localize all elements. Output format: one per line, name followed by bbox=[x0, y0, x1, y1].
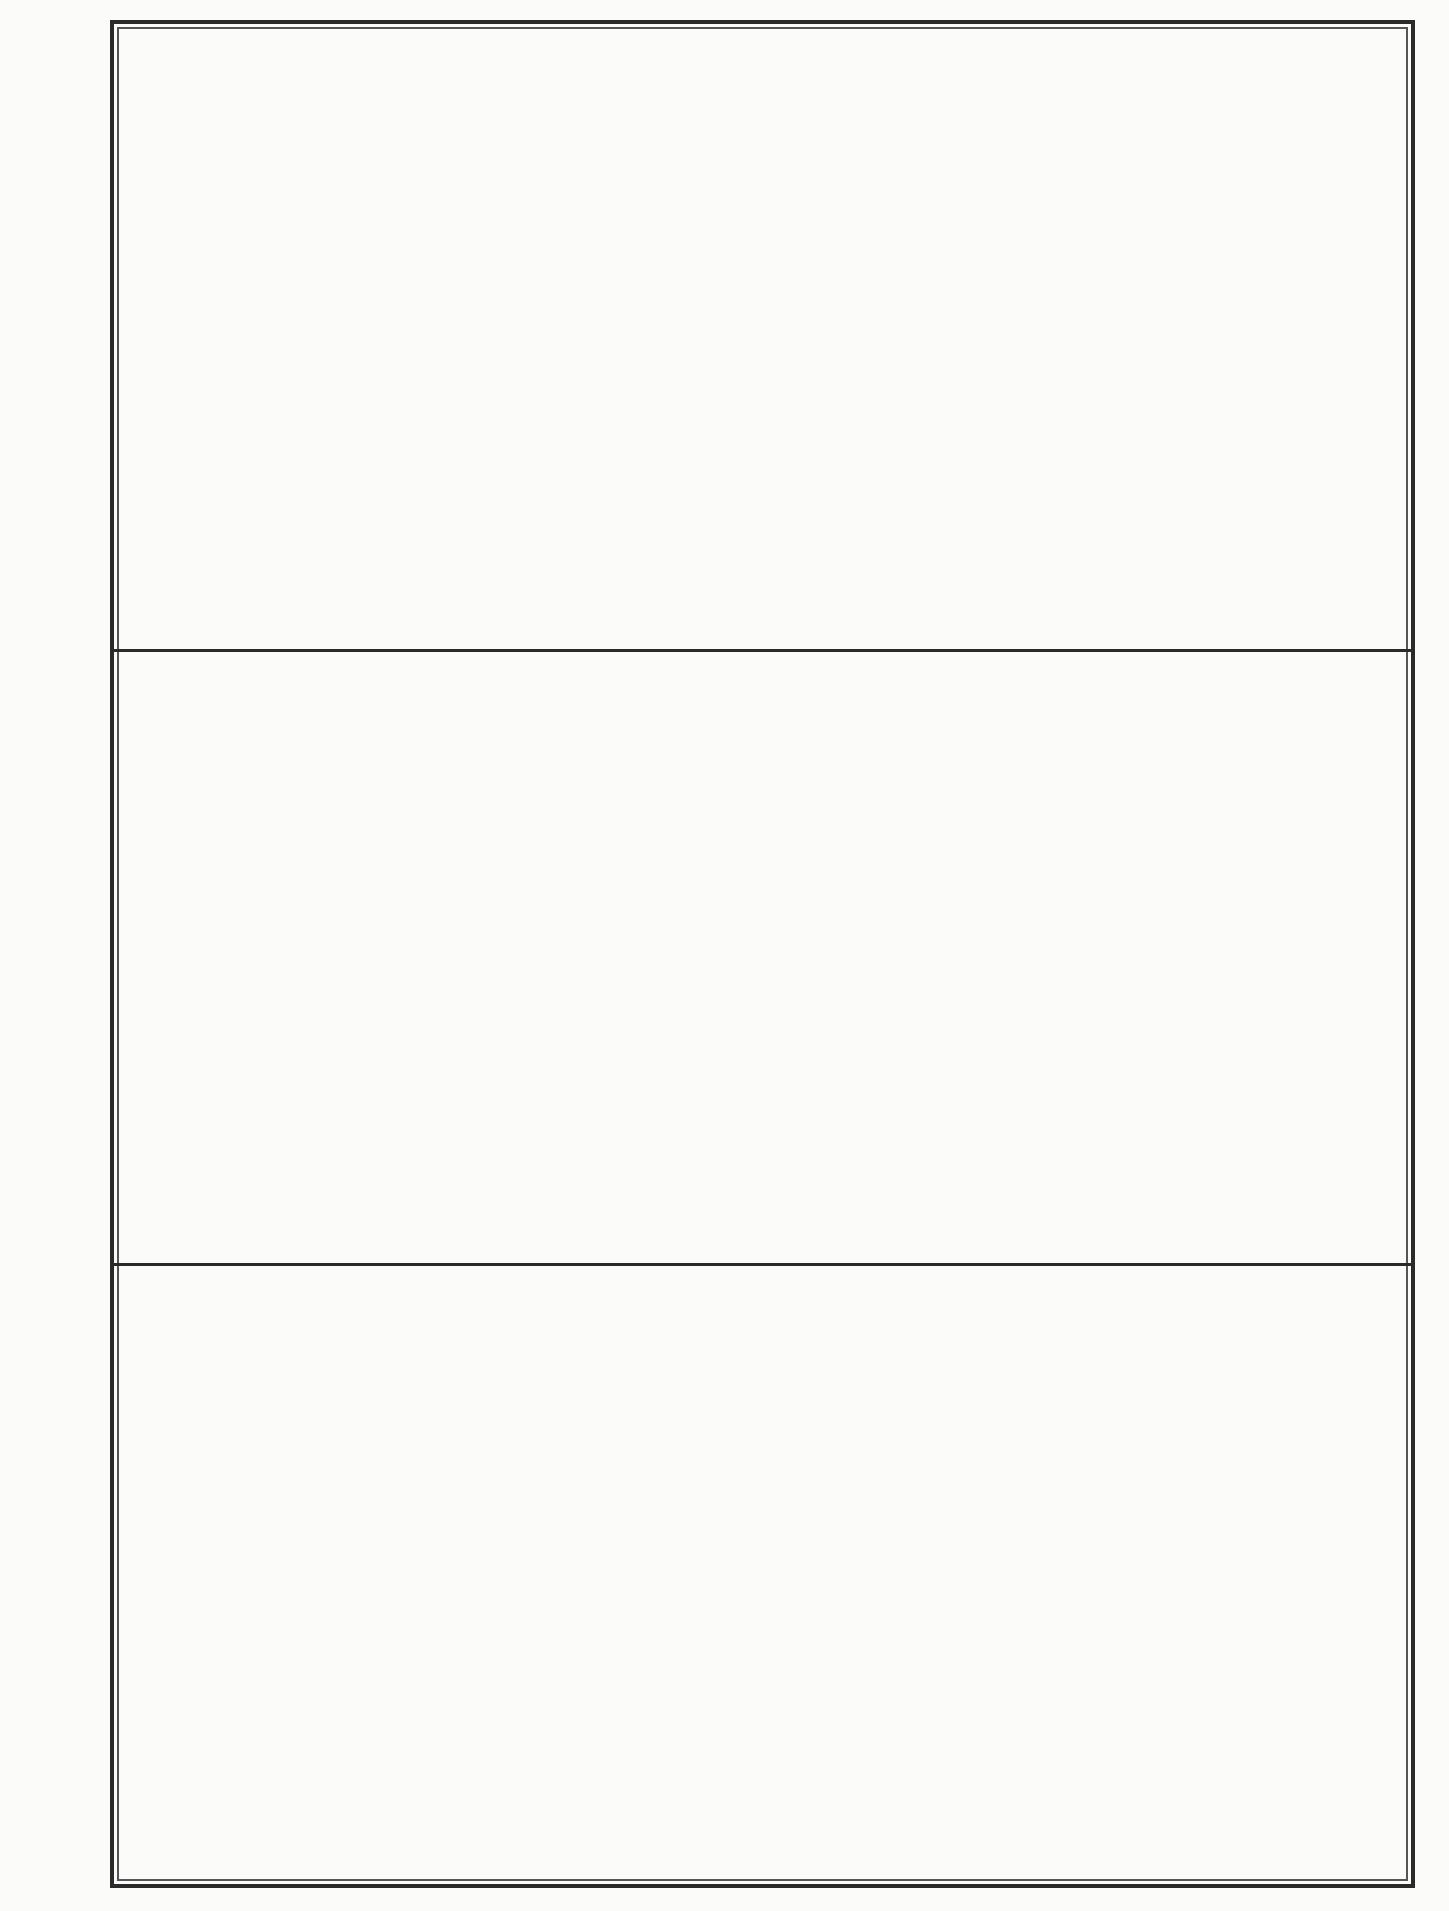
main-text-panel bbox=[114, 24, 1411, 652]
page-frame bbox=[110, 20, 1415, 1888]
collation-notes-panel bbox=[114, 1266, 1411, 1884]
closing-text-panel bbox=[114, 652, 1411, 1266]
